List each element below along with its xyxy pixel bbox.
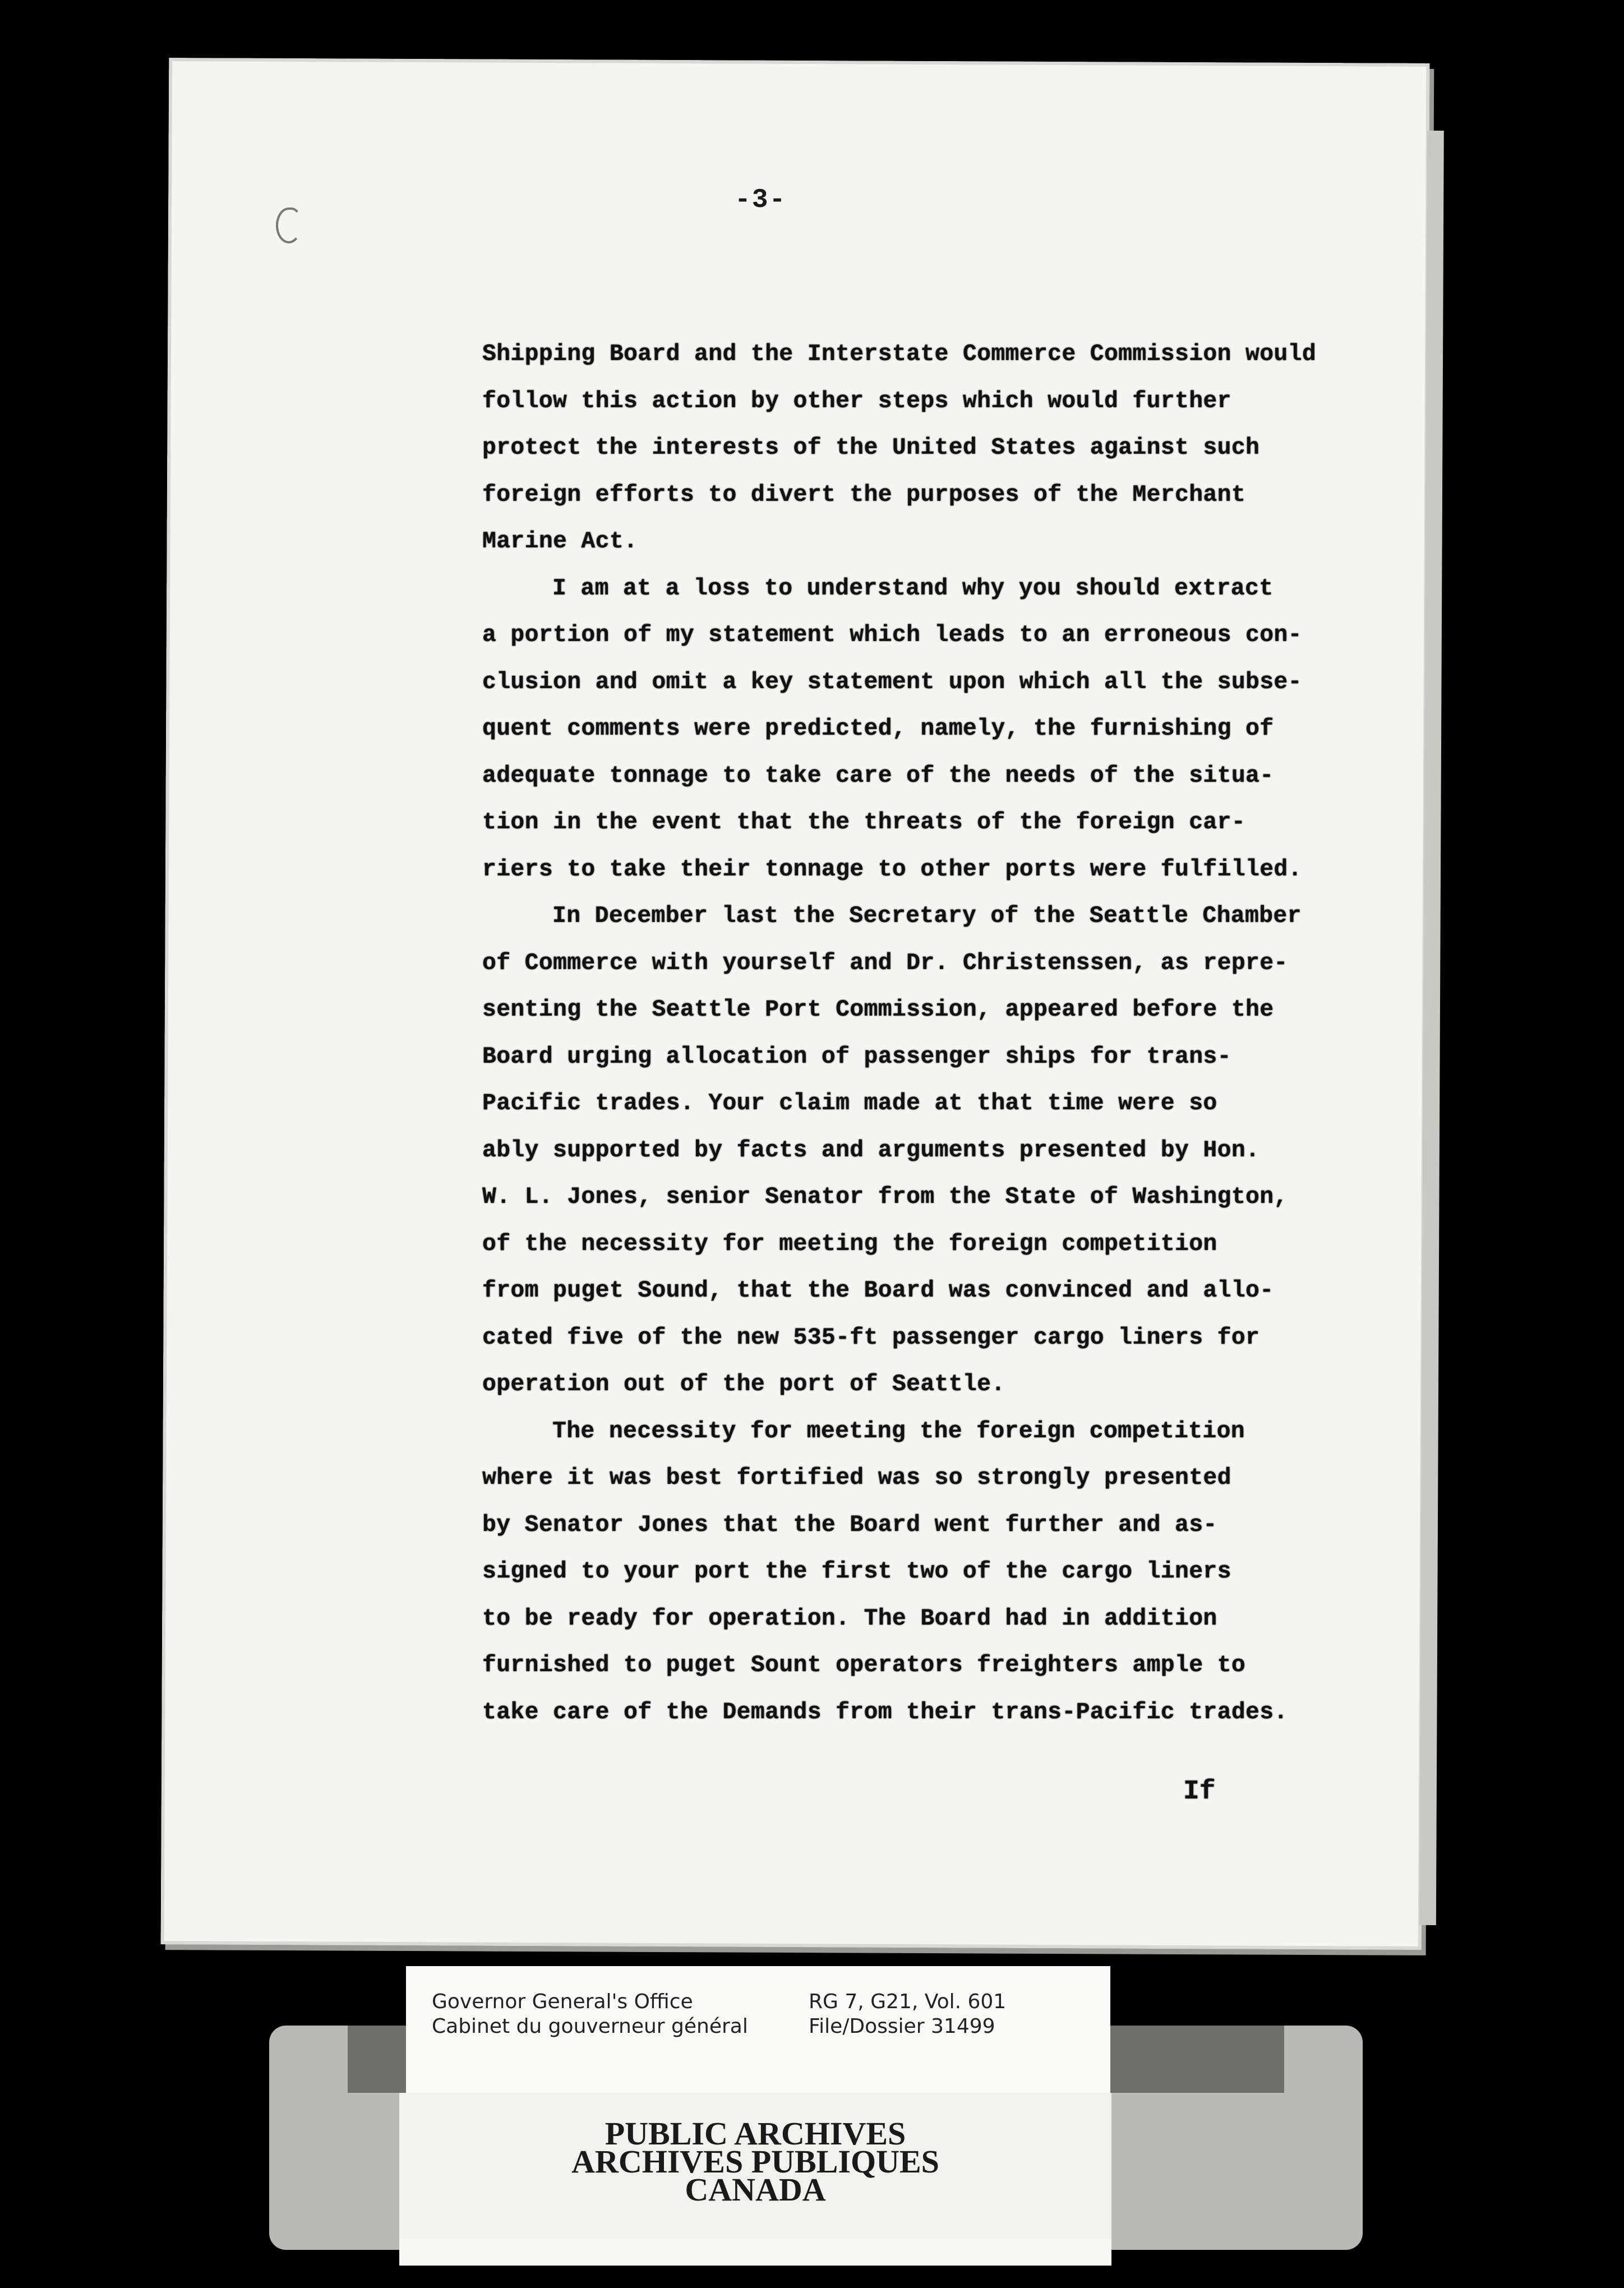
text-line: protect the interests of the United States against such — [482, 435, 1260, 461]
text-line: ably supported by facts and arguments presented by Hon. — [482, 1137, 1260, 1164]
text-line: to be ready for operation. The Board had in addition — [482, 1605, 1217, 1632]
stamp-line-english: PUBLIC ARCHIVES — [605, 2115, 906, 2152]
text-line: signed to your port the first two of the cargo liners — [482, 1558, 1231, 1585]
text-line: Board urging allocation of passenger ships for trans- — [482, 1043, 1231, 1070]
text-line: a portion of my statement which leads to an erroneous con- — [482, 622, 1302, 648]
punch-hole-mark — [276, 207, 302, 243]
archives-stamp — [399, 2115, 1111, 2208]
page-edge-shadow — [1419, 131, 1444, 1925]
text-line: W. L. Jones, senior Senator from the State of Washington, — [482, 1184, 1288, 1210]
text-line: adequate tonnage to take care of the needs of the situa- — [482, 762, 1274, 789]
record-group-reference: RG 7, G21, Vol. 601 — [809, 1990, 1007, 2013]
text-line: The necessity for meeting the foreign competition — [552, 1418, 1245, 1445]
text-line: take care of the Demands from their trans-Pacific trades. — [482, 1699, 1288, 1726]
text-line: from puget Sound, that the Board was convinced and allo- — [482, 1277, 1274, 1304]
office-name-french: Cabinet du gouverneur général — [432, 2015, 748, 2038]
text-line: In December last the Secretary of the Seattle Chamber — [552, 903, 1302, 929]
stamp-line-french: ARCHIVES PUBLIQUES — [571, 2143, 939, 2180]
text-line: cated five of the new 535-ft passenger cargo liners for — [482, 1324, 1260, 1351]
text-line: foreign efforts to divert the purposes of the Merchant — [482, 481, 1246, 508]
text-line: clusion and omit a key statement upon which all the subse- — [482, 668, 1302, 695]
catchword: If — [1183, 1777, 1216, 1807]
text-line: riers to take their tonnage to other ports were fulfilled. — [482, 856, 1302, 883]
text-line: follow this action by other steps which would further — [482, 388, 1231, 414]
text-line: Shipping Board and the Interstate Commerce Commission would — [482, 341, 1317, 367]
stamp-line-country: CANADA — [685, 2171, 826, 2208]
card-office-block — [432, 1990, 748, 2039]
text-line: furnished to puget Sount operators freighters ample to — [482, 1652, 1246, 1678]
letter-body — [482, 331, 1335, 1736]
archives-stamp-card — [399, 2093, 1111, 2239]
text-line: of Commerce with yourself and Dr. Christenssen, as repre- — [482, 949, 1288, 976]
card-reference-block — [809, 1990, 1006, 2039]
text-line: quent comments were predicted, namely, the furnishing of — [482, 716, 1274, 742]
text-line: I am at a loss to understand why you should extract — [552, 575, 1274, 602]
text-line: Marine Act. — [482, 528, 638, 555]
text-line: tion in the event that the threats of the foreign car- — [482, 809, 1246, 836]
text-line: of the necessity for meeting the foreign competition — [482, 1230, 1217, 1257]
text-line: senting the Seattle Port Commission, appeared before the — [482, 997, 1274, 1023]
text-line: Pacific trades. Your claim made at that time were so — [482, 1090, 1217, 1117]
archive-reference-card — [406, 1966, 1110, 2093]
office-name-english: Governor General's Office — [432, 1990, 693, 2013]
text-line: operation out of the port of Seattle. — [482, 1371, 1005, 1397]
text-line: by Senator Jones that the Board went further and as- — [482, 1511, 1217, 1538]
stamp-card-lower-edge — [399, 2239, 1111, 2266]
file-number: File/Dossier 31499 — [809, 2015, 995, 2038]
text-line: where it was best fortified was so strongly presented — [482, 1465, 1231, 1491]
page-number: -3- — [735, 185, 787, 215]
